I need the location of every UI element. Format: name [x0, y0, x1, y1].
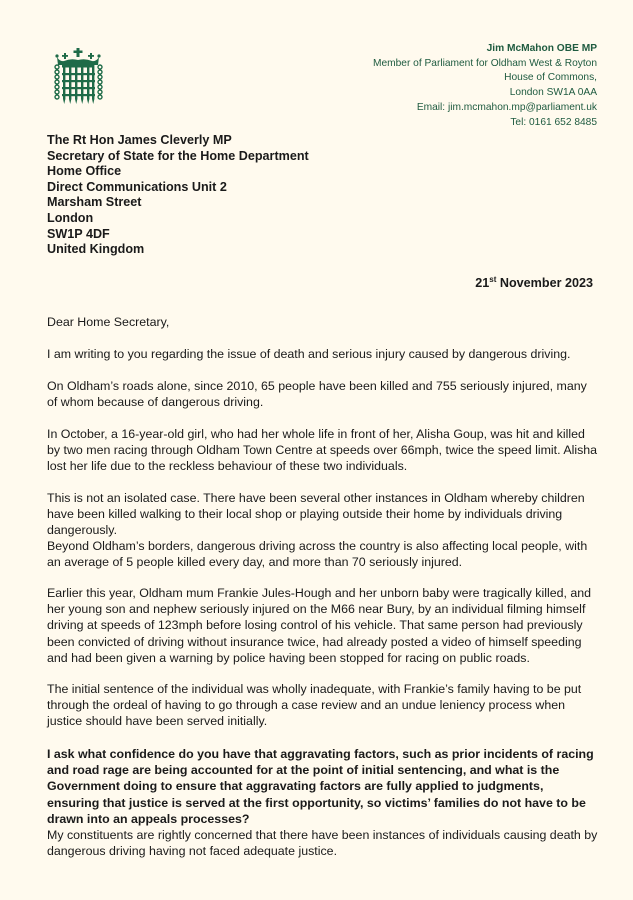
paragraph: In October, a 16-year-old girl, who had her whole life in front of her, Alisha Goup, was hit and killed by two men racing through Oldham Town Centre at speeds over 66mph, twice the speed limit. Alisha lost her life due to the reckless behaviour of these two individuals. [47, 427, 598, 474]
paragraph: My constituents are rightly concerned that there have been instances of individuals causing death by dangerous driving having not faced adequate justice. [47, 828, 598, 859]
recipient-line: Home Office [47, 164, 122, 179]
sender-address-line2: London SW1A 0AA [509, 87, 597, 99]
salutation: Dear Home Secretary, [47, 315, 170, 329]
paragraph: Beyond Oldham’s borders, dangerous driving across the country is also affecting local people, with an average of 5 people killed every day, and more than 70 seriously injured. [47, 539, 588, 570]
recipient-address [47, 133, 309, 258]
recipient-line: The Rt Hon James Cleverly MP [47, 133, 232, 147]
paragraph: This is not an isolated case. There have been several other instances in Oldham whereby children have been killed walking to their local shop or playing outside their home by individuals driving dangerously. [47, 491, 585, 538]
letter-date [475, 276, 593, 290]
paragraph: I am writing to you regarding the issue of death and serious injury caused by dangerous driving. [47, 347, 571, 361]
recipient-line: London [47, 210, 94, 225]
sender-role: Member of Parliament for Oldham West & Royton [372, 57, 597, 69]
paragraph: The initial sentence of the individual was wholly inadequate, with Frankie’s family having to be put through the ordeal of having to go through a case review and an undue leniency process when justice should have been served initially. [47, 682, 582, 729]
recipient-line: SW1P 4DF [47, 226, 110, 241]
paragraph: Earlier this year, Oldham mum Frankie Jules-Hough and her unborn baby were tragically killed, and her young son and nephew seriously injured on the M66 near Bury, by an individual filming himself driving at speeds of 123mph before losing control of his vehicle. That same person had previously been convicted of driving without insurance twice, had already posted a video of himself speeding and had been given a warning by police having been stopped for racing on public roads. [47, 586, 592, 665]
date-suffix: st [489, 274, 497, 284]
paragraph: On Oldham’s roads alone, since 2010, 65 people have been killed and 755 seriously injured, many of whom because of dangerous driving. [47, 379, 587, 410]
date-rest: November 2023 [496, 276, 593, 290]
recipient-line: United Kingdom [47, 242, 145, 257]
recipient-line: Direct Communications Unit 2 [47, 179, 227, 194]
portcullis-crown-icon [54, 48, 104, 106]
date-day: 21 [475, 276, 490, 290]
recipient-line: Secretary of State for the Home Department [47, 148, 309, 163]
sender-name: Jim McMahon OBE MP [486, 43, 597, 54]
sender-block [373, 42, 597, 130]
sender-address-line1: House of Commons, [504, 72, 597, 84]
sender-email: Email: jim.mcmahon.mp@parliament.uk [416, 101, 597, 113]
sender-tel: Tel: 0161 652 8485 [510, 116, 597, 128]
question-paragraph: I ask what confidence do you have that aggravating factors, such as prior incidents of racing and road rage are being accounted for at the point of initial sentencing, and what is the Government doing to ensure that aggravating factors are fully applied to judgments, ensuring that justice is served at the first opportunity, so victims’ families do not have to be drawn into an appeals processes? [47, 747, 594, 826]
recipient-line: Marsham Street [47, 195, 142, 210]
